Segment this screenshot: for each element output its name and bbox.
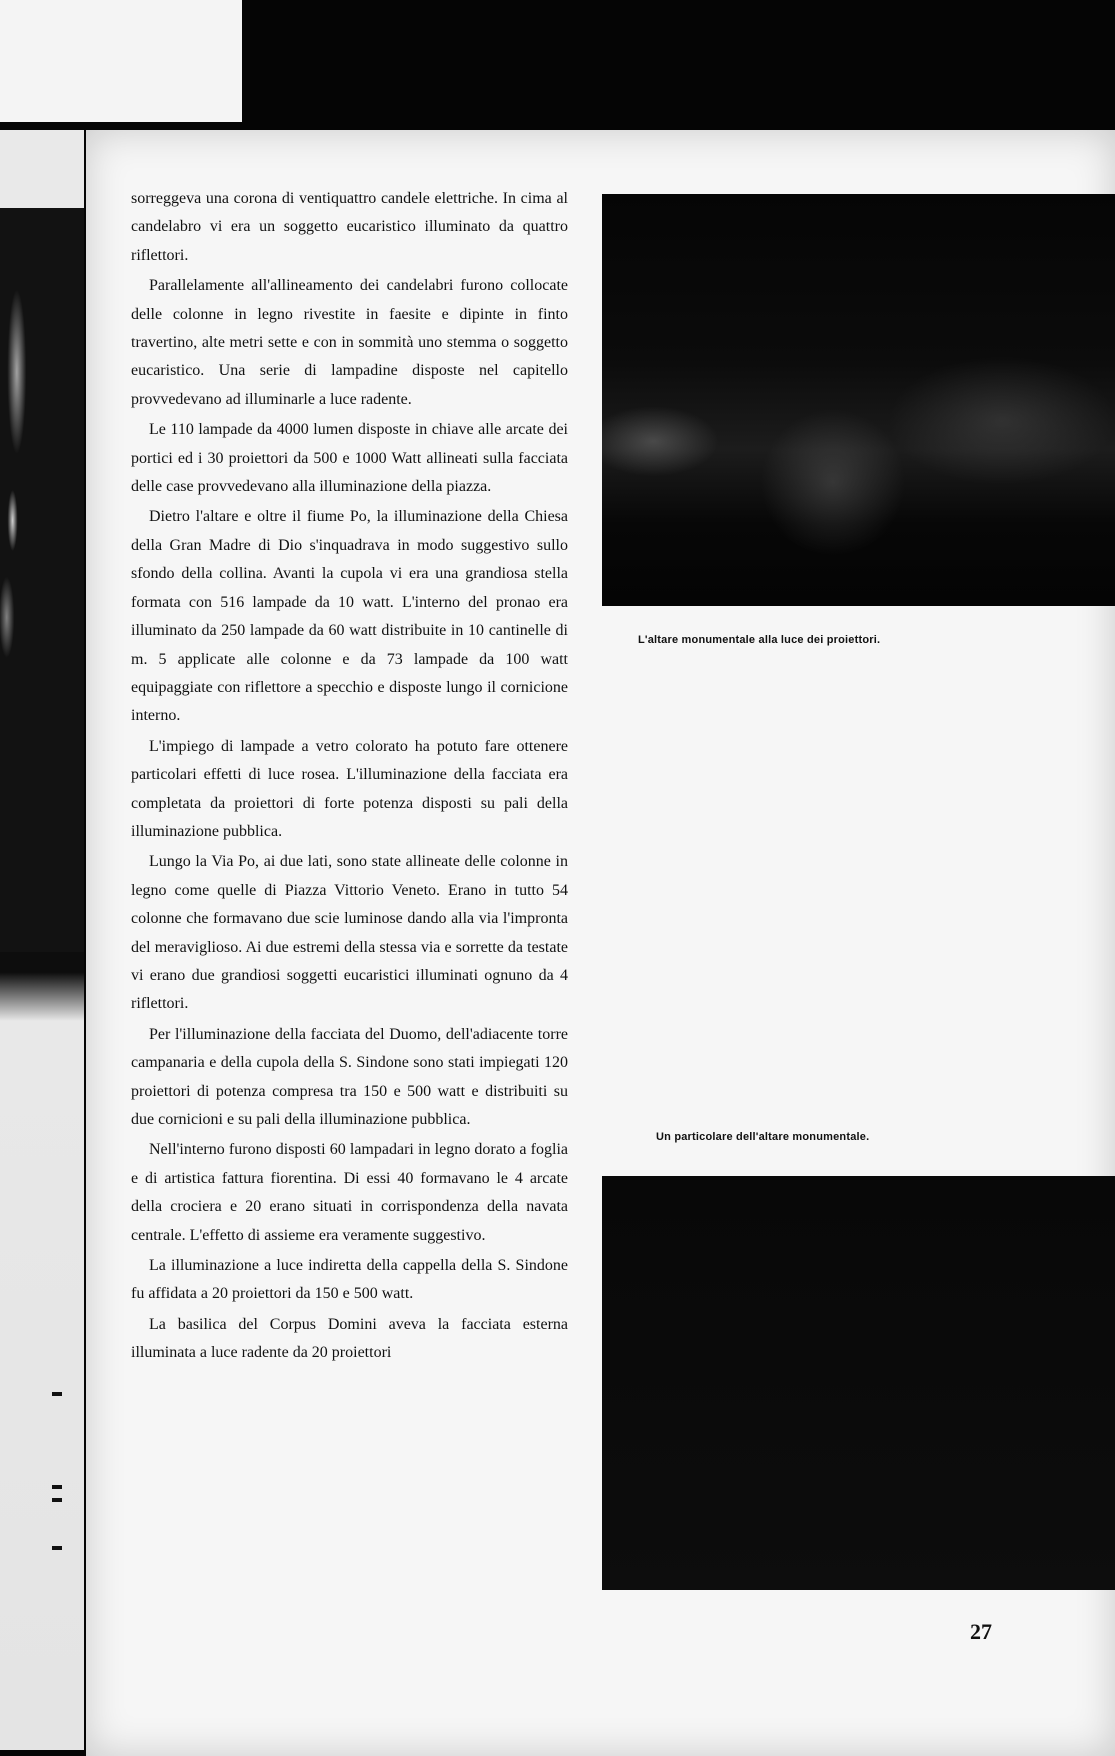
document-page xyxy=(86,130,1115,1756)
adjacent-page-strip xyxy=(0,130,84,1750)
paragraph: Dietro l'altare e oltre il fiume Po, la illuminazione della Chiesa della Gran Madre di Dio s'inquadrava in modo suggestivo sullo sfondo della collina. Avanti la cupola vi era una grandiosa stella formata con 516 lampade da 10 watt. L'interno del pronao era illuminato da 250 lampade da 60 watt distribuite in 10 cantinelle di m. 5 applicate alle colonne e da 73 lampade da 100 watt equipaggiate con riflettore a specchio e disposte lungo il cornicione interno. xyxy=(131,508,568,725)
paragraph: Per l'illuminazione della facciata del Duomo, dell'adiacente torre campanaria e della cupola della S. Sindone sono stati impiegati 120 proiettori di potenza compresa tra 150 e 500 watt e distribuiti su due cornicioni e su pali della illuminazione pubblica. xyxy=(131,1025,568,1128)
altar-detail-photo xyxy=(602,1176,1115,1590)
paragraph: La basilica del Corpus Domini aveva la facciata esterna illuminata a luce radente da 20 proiettori xyxy=(131,1315,568,1362)
paragraph: sorreggeva una corona di ventiquattro candele elettriche. In cima al candelabro vi era un soggetto eucaristico illuminato da quattro riflettori. xyxy=(131,190,568,264)
paragraph: L'impiego di lampade a vetro colorato ha potuto fare ottenere particolari effetti di luce rosea. L'illuminazione della facciata era completata da proiettori di forte potenza disposti su pali della illuminazione pubblica. xyxy=(131,737,568,840)
photo-caption: L'altare monumentale alla luce dei proiettori. xyxy=(638,634,881,646)
paragraph: Parallelamente all'allineamento dei candelabri furono collocate delle colonne in legno rivestite in faesite e dipinte in finto travertino, alte metri sette e con in sommità uno stemma o soggetto eucaristico. Una serie di lampadine disposte nel capitello provvedevano ad illuminarle a luce radente. xyxy=(131,277,568,408)
paragraph: Lungo la Via Po, ai due lati, sono state allineate delle colonne in legno come quelle di Piazza Vittorio Veneto. Erano in tutto 54 colonne che formavano due scie luminose dando alla via l'impronta del meraviglioso. Ai due estremi della stessa via e sorrette da testate vi erano due grandiosi soggetti eucaristici illuminati ognuno da 4 riflettori. xyxy=(131,853,568,1013)
adjacent-page-text-fragment xyxy=(52,1392,62,1396)
adjacent-page-text-fragment xyxy=(52,1498,62,1502)
adjacent-page-text-fragment xyxy=(52,1546,62,1550)
adjacent-page-photo xyxy=(0,208,84,952)
page-number: 27 xyxy=(970,1619,992,1644)
paragraph: Le 110 lampade da 4000 lumen disposte in chiave alle arcate dei portici ed i 30 proiettori da 500 e 1000 Watt allineati sulla facciata delle case provvedevano alla illuminazione della piazza. xyxy=(131,421,568,496)
paragraph: La illuminazione a luce indiretta della cappella della S. Sindone fu affidata a 20 proiettori da 150 e 500 watt. xyxy=(131,1257,568,1303)
adjacent-sheet-fragment xyxy=(0,0,242,122)
altar-night-photo xyxy=(602,194,1115,606)
adjacent-page-text-fragment xyxy=(52,1485,62,1489)
paragraph: Nell'interno furono disposti 60 lampadari in legno dorato a foglia e di artistica fattura fiorentina. Di essi 40 formavano le 4 arcate della crociera e 20 erano situati in corrispondenza della navata centrale. L'effetto di assieme era veramente suggestivo. xyxy=(131,1141,568,1244)
photo-caption: Un particolare dell'altare monumentale. xyxy=(656,1131,870,1143)
article-body xyxy=(131,185,568,1370)
